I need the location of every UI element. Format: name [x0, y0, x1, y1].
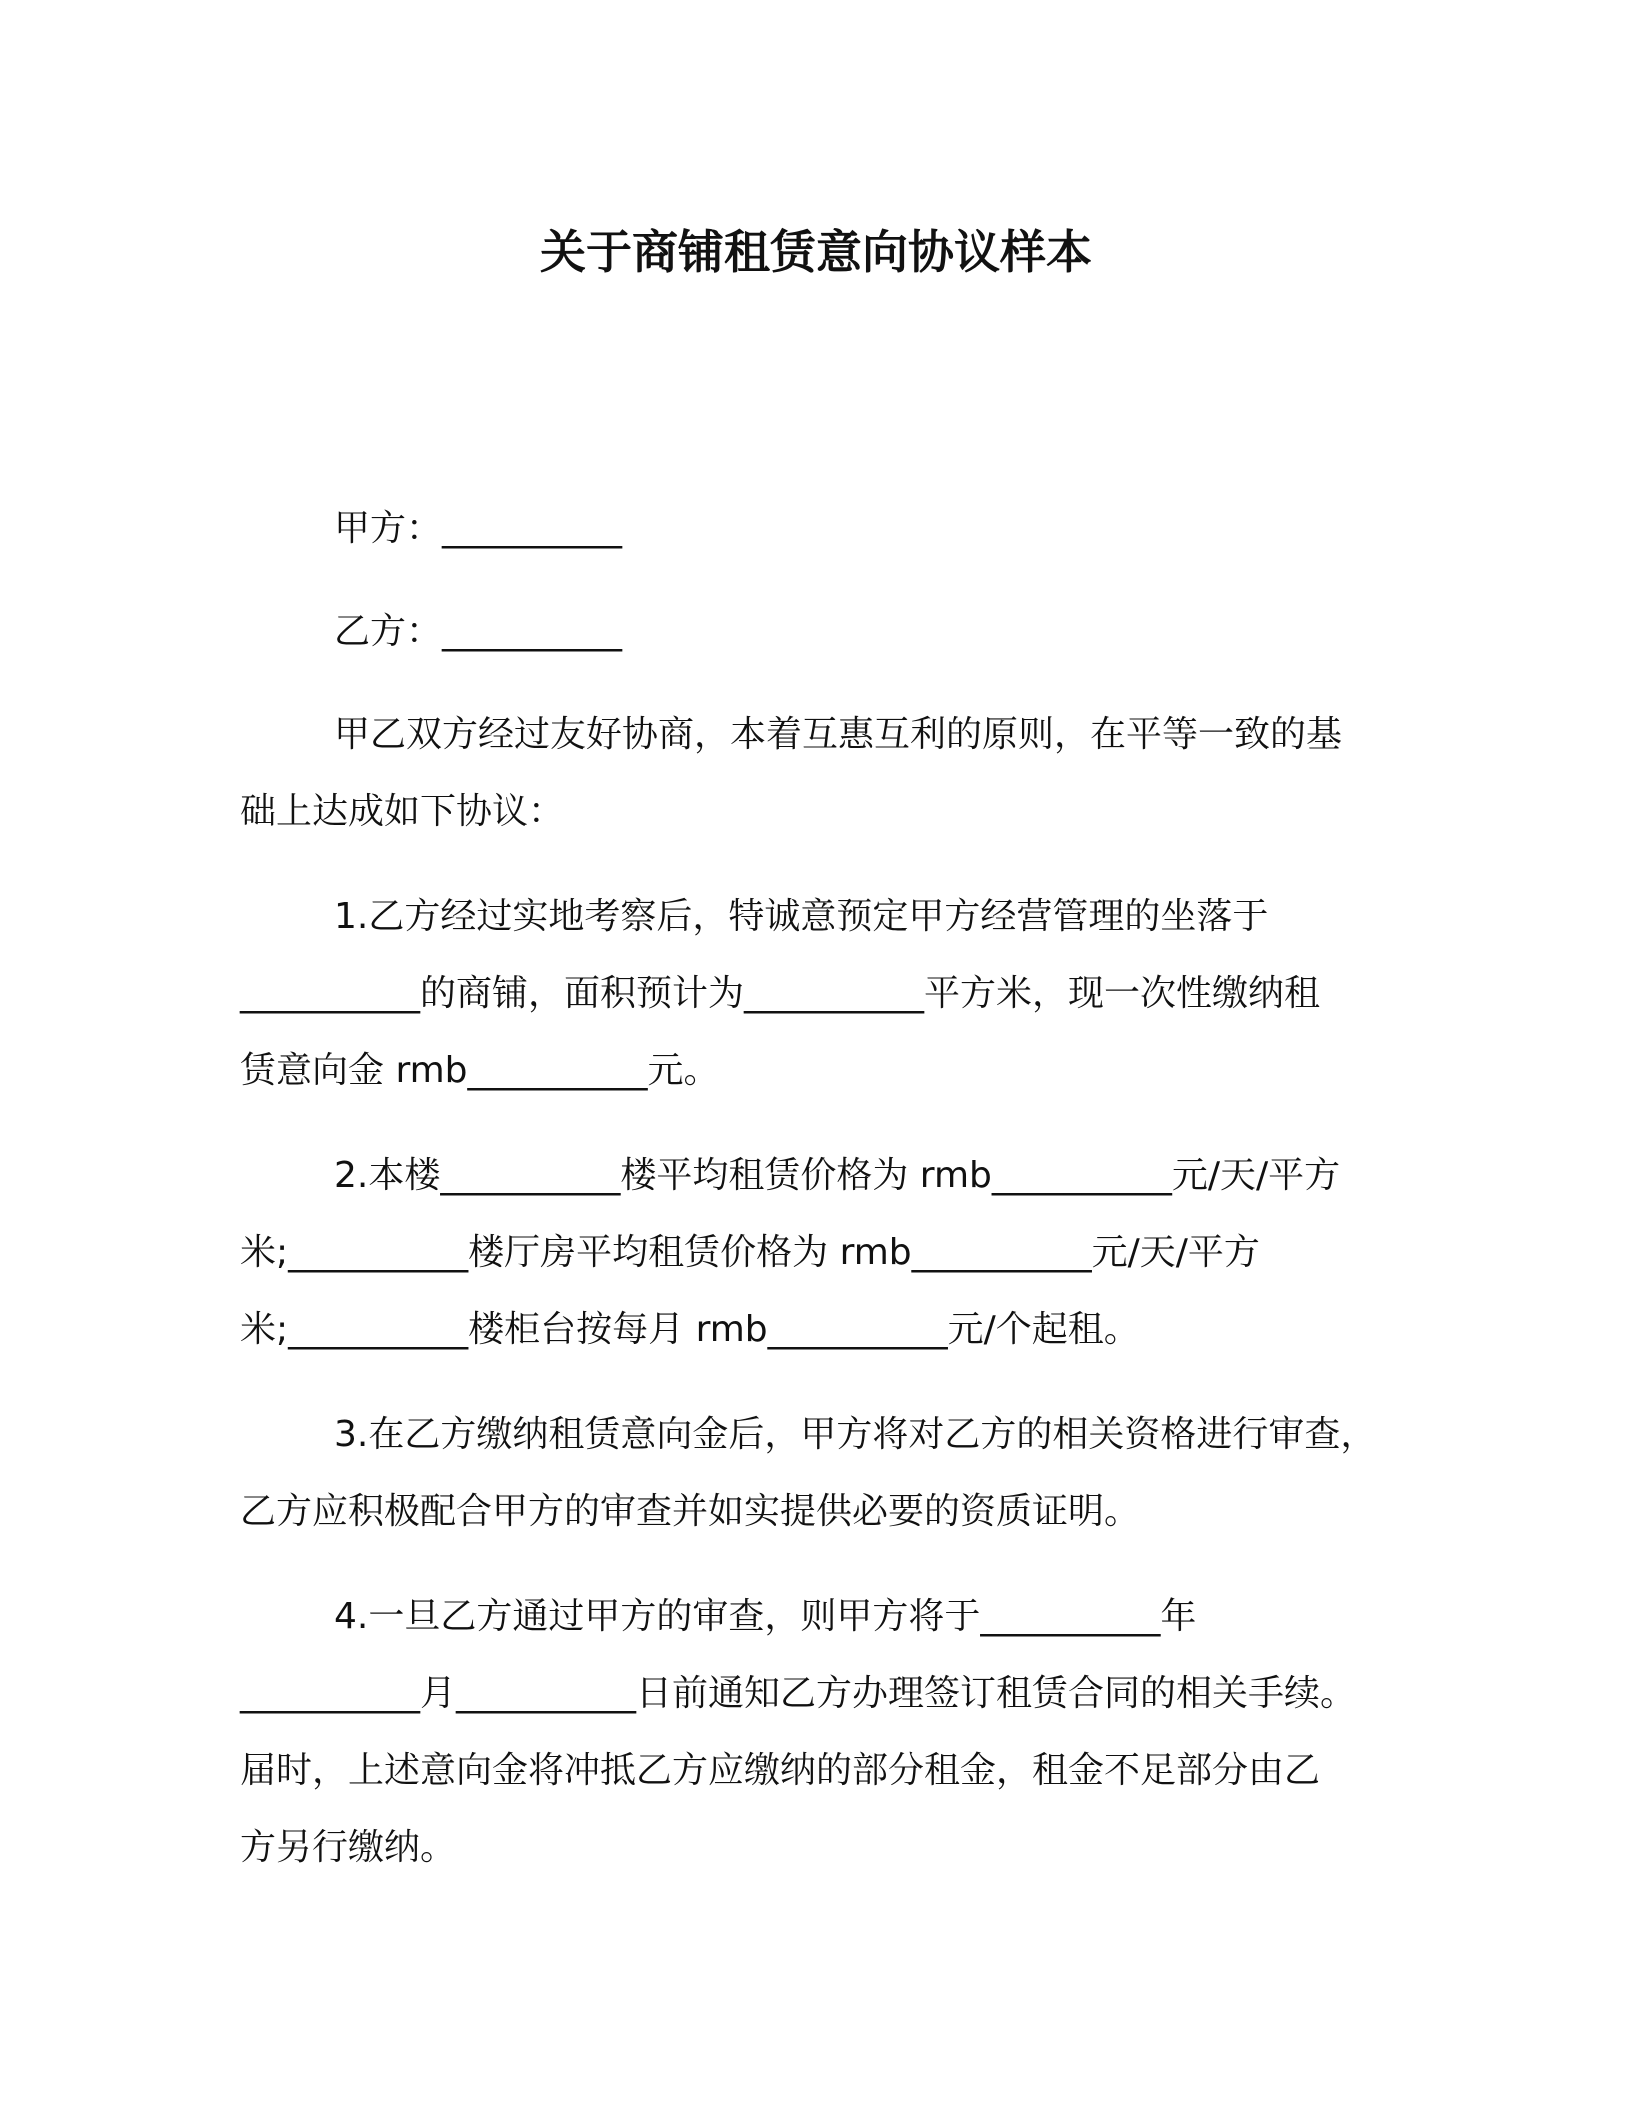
clause-4	[240, 1578, 1410, 1886]
document-body	[240, 490, 1410, 1914]
party-a-text: 甲方：__________	[334, 508, 623, 549]
party-b-text: 乙方：__________	[334, 611, 623, 652]
clause-line: __________的商铺，面积预计为__________平方米，现一次性缴纳租	[240, 973, 1321, 1014]
clause-3	[240, 1396, 1410, 1550]
intro-line: 甲乙双方经过友好协商，本着互惠互利的原则，在平等一致的基	[334, 714, 1343, 755]
clause-1	[240, 878, 1410, 1109]
intro-paragraph	[240, 696, 1410, 850]
clause-line: 乙方应积极配合甲方的审查并如实提供必要的资质证明。	[240, 1491, 1141, 1532]
party-a-line	[240, 490, 1410, 567]
clause-line: __________月__________日前通知乙方办理签订租赁合同的相关手续。	[240, 1673, 1357, 1714]
clause-2	[240, 1137, 1410, 1368]
clause-line: 赁意向金 rmb__________元。	[240, 1050, 720, 1091]
clause-line: 方另行缴纳。	[240, 1827, 457, 1868]
clause-line: 届时，上述意向金将冲抵乙方应缴纳的部分租金，租金不足部分由乙	[240, 1750, 1321, 1791]
clause-line: 米;__________楼厅房平均租赁价格为 rmb__________元/天/平方	[240, 1232, 1260, 1273]
clause-line: 2.本楼__________楼平均租赁价格为 rmb__________元/天/平方	[334, 1155, 1341, 1196]
clause-line: 米;__________楼柜台按每月 rmb__________元/个起租。	[240, 1309, 1140, 1350]
clause-line: 1.乙方经过实地考察后，特诚意预定甲方经营管理的坐落于	[334, 896, 1269, 937]
party-b-line	[240, 593, 1410, 670]
intro-line: 础上达成如下协议：	[240, 791, 565, 832]
clause-line: 3.在乙方缴纳租赁意向金后，甲方将对乙方的相关资格进行审查，	[334, 1414, 1377, 1455]
document-title: 关于商铺租赁意向协议样本	[540, 225, 1092, 279]
clause-line: 4.一旦乙方通过甲方的审查，则甲方将于__________年	[334, 1596, 1197, 1637]
